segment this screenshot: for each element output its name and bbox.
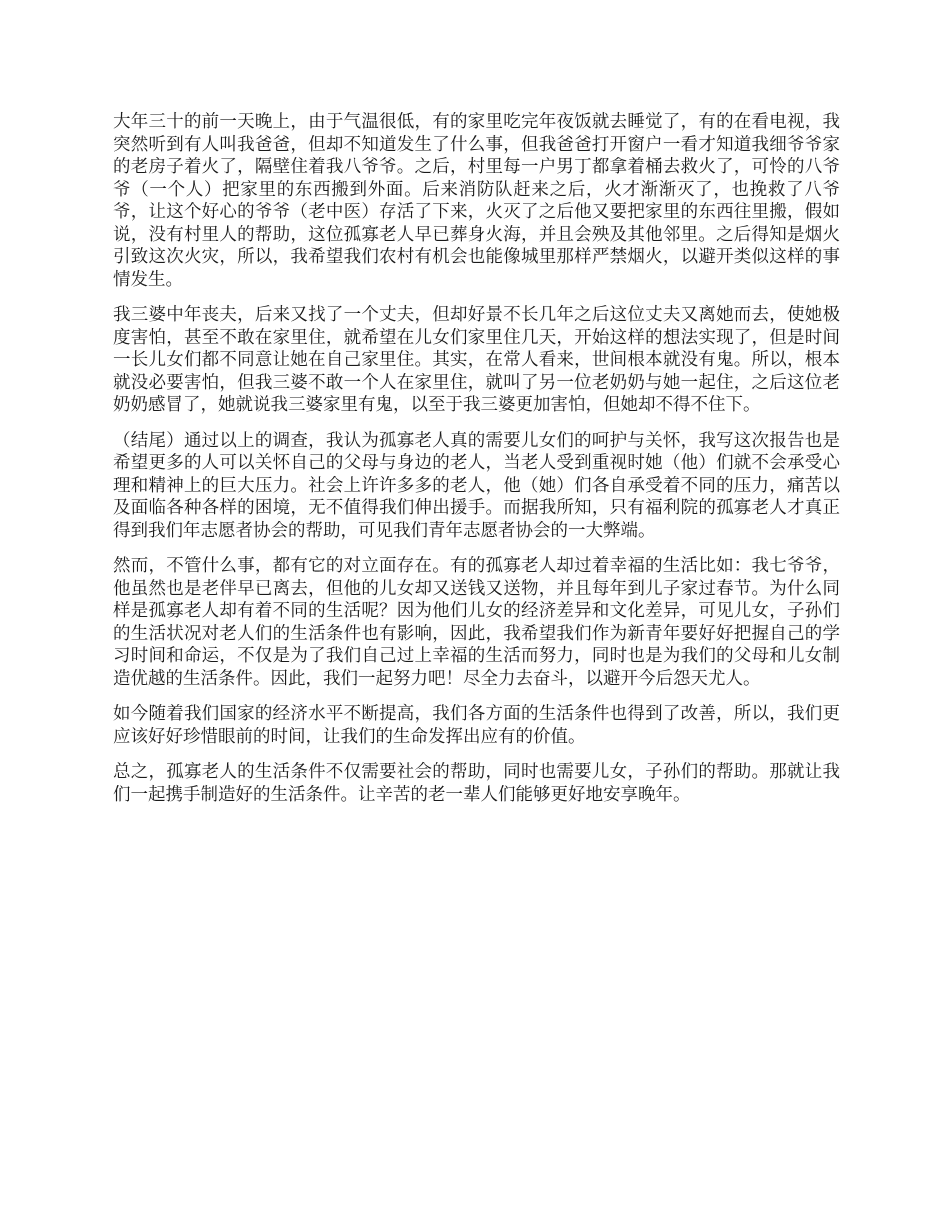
paragraph-summary: 总之，孤寡老人的生活条件不仅需要社会的帮助，同时也需要儿女，子孙们的帮助。那就让我们一起携手制造好的生活条件。让辛苦的老一辈人们能够更好地安享晚年。: [113, 762, 840, 805]
paragraph-national-economy: 如今随着我们国家的经济水平不断提高，我们各方面的生活条件也得到了改善，所以，我们更应该好好珍惜眼前的时间，让我们的生命发挥出应有的价值。: [113, 704, 840, 747]
document-body: [113, 111, 840, 819]
paragraph-conclusion: （结尾）通过以上的调查，我认为孤寡老人真的需要儿女们的呵护与关怀，我写这次报告也是希望更多的人可以关怀自己的父母与身边的老人，当老人受到重视时她（他）们就不会承受心理和精神上的巨大压力。社会上许许多多的老人，他（她）们各自承受着不同的压力，痛苦以及面临各种各样的困境，无不值得我们伸出援手。而据我所知，只有福利院的孤寡老人才真正得到我们年志愿者协会的帮助，可见我们青年志愿者协会的一大弊端。: [113, 430, 840, 541]
paragraph-third-grandma: 我三婆中年丧夫，后来又找了一个丈夫，但却好景不长几年之后这位丈夫又离她而去，使她极度害怕，甚至不敢在家里住，就希望在儿女们家里住几天，开始这样的想法实现了，但是时间一长儿女们都不同意让她在自己家里住。其实，在常人看来，世间根本就没有鬼。所以，根本就没必要害怕，但我三婆不敢一个人在家里住，就叫了另一位老奶奶与她一起住，之后这位老奶奶感冒了，她就说我三婆家里有鬼，以至于我三婆更加害怕，但她却不得不住下。: [113, 305, 840, 415]
paragraph-fire-incident: 大年三十的前一天晚上，由于气温很低，有的家里吃完年夜饭就去睡觉了，有的在看电视，我突然听到有人叫我爸爸，但却不知道发生了什么事，但我爸爸打开窗户一看才知道我细爷爷家的老房子着火了，隔壁住着我八爷爷。之后，村里每一户男丁都拿着桶去救火了，可怜的八爷爷（一个人）把家里的东西搬到外面。后来消防队赶来之后，火才渐渐灭了，也挽救了八爷爷，让这个好心的爷爷（老中医）存活了下来，火灭了之后他又要把家里的东西往里搬，假如说，没有村里人的帮助，这位孤寡老人早已葬身火海，并且会殃及其他邻里。之后得知是烟火引致这次火灾，所以，我希望我们农村有机会也能像城里那样严禁烟火，以避开类似这样的事情发生。: [113, 112, 840, 290]
paragraph-seventh-grandpa: 然而，不管什么事，都有它的对立面存在。有的孤寡老人却过着幸福的生活比如：我七爷爷，他虽然也是老伴早已离去，但他的儿女却又送钱又送物，并且每年到儿子家过春节。为什么同样是孤寡老人却有着不同的生活呢？因为他们儿女的经济差异和文化差异，可见儿女，子孙们的生活状况对老人们的生活条件也有影响，因此，我希望我们作为新青年要好好把握自己的学习时间和命运，不仅是为了我们自己过上幸福的生活而努力，同时也是为我们的父母和儿女制造优越的生活条件。因此，我们一起努力吧！尽全力去奋斗，以避开今后怨天尤人。: [113, 556, 840, 689]
